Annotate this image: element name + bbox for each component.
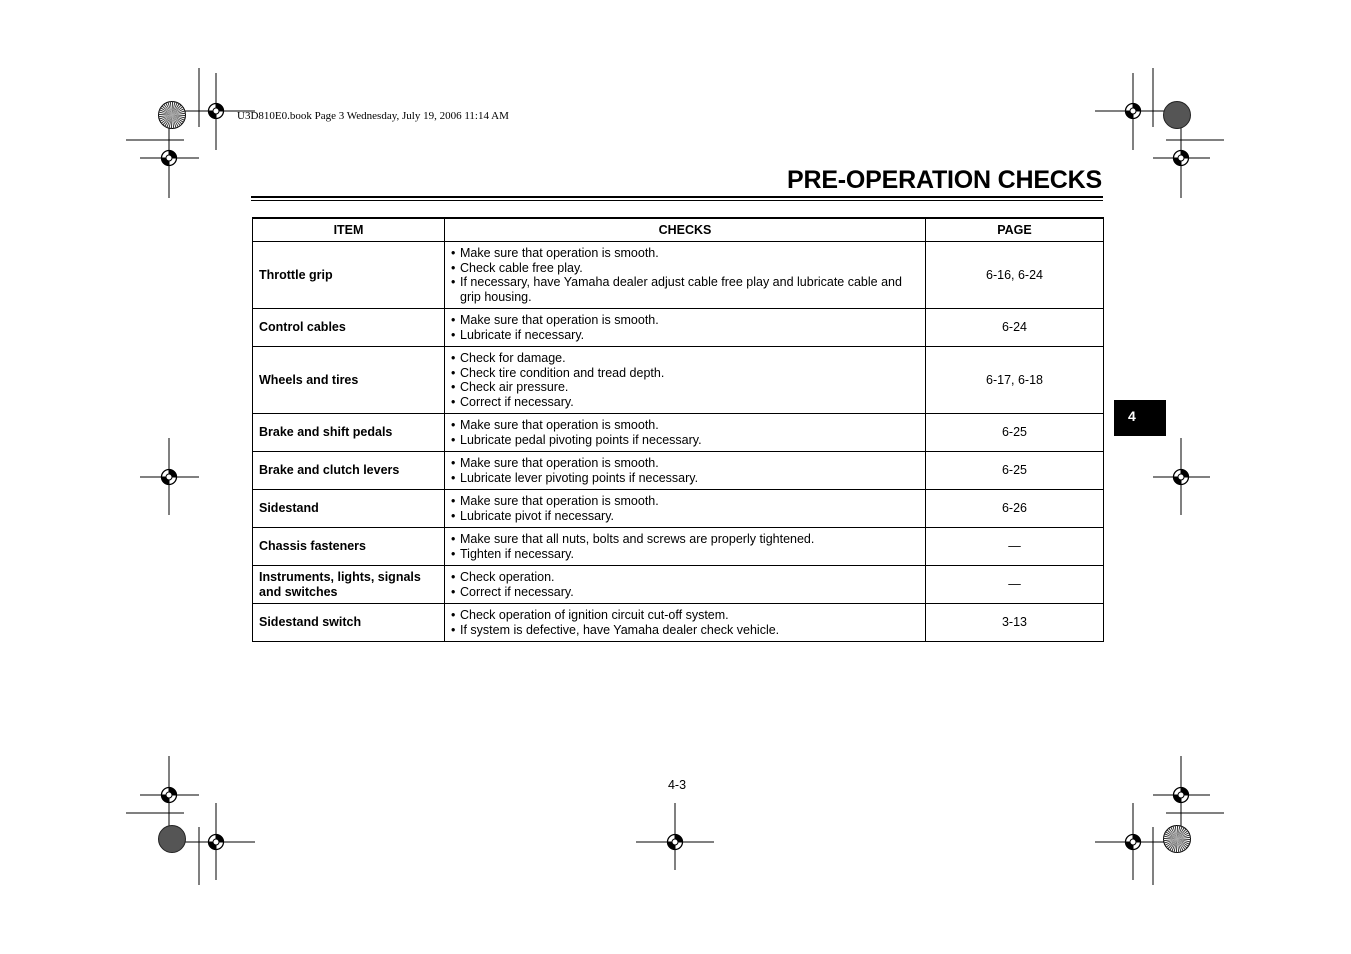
page-number: 4-3 (667, 778, 687, 792)
check-item: • Lubricate lever pivoting points if necessary. (451, 471, 919, 486)
crosshair-registration-icon (1153, 756, 1210, 833)
item-cell: Sidestand switch (253, 604, 445, 642)
item-cell: Brake and shift pedals (253, 414, 445, 452)
check-item: • Lubricate pedal pivoting points if necessary. (451, 433, 919, 448)
item-cell: Sidestand (253, 490, 445, 528)
check-item: • Make sure that operation is smooth. (451, 313, 919, 328)
check-item: • If necessary, have Yamaha dealer adjust cable free play and lubricate cable and grip housing. (451, 275, 919, 304)
radial-print-target-icon (1164, 102, 1191, 129)
page-ref-cell: 3-13 (926, 604, 1104, 642)
check-item: • Make sure that operation is smooth. (451, 456, 919, 471)
check-item: • Make sure that operation is smooth. (451, 418, 919, 433)
check-item: • Check operation of ignition circuit cut-off system. (451, 608, 919, 623)
page-ref-cell: 6-25 (926, 452, 1104, 490)
check-item: • Check cable free play. (451, 261, 919, 276)
page-ref-cell: 6-26 (926, 490, 1104, 528)
page-title: PRE-OPERATION CHECKS (786, 166, 1102, 194)
item-cell: Instruments, lights, signals and switches (253, 566, 445, 604)
page-ref-cell: — (926, 528, 1104, 566)
check-item: • Lubricate if necessary. (451, 328, 919, 343)
crosshair-registration-icon (636, 803, 714, 870)
column-header-page: PAGE (926, 218, 1104, 242)
page-ref-cell: — (926, 566, 1104, 604)
item-cell: Control cables (253, 309, 445, 347)
check-item: • Check air pressure. (451, 380, 919, 395)
check-item: • Correct if necessary. (451, 585, 919, 600)
check-item: • Tighten if necessary. (451, 547, 919, 562)
check-item: • Make sure that all nuts, bolts and screws are properly tightened. (451, 532, 919, 547)
crosshair-registration-icon (177, 73, 255, 150)
item-cell: Wheels and tires (253, 347, 445, 414)
page-ref-cell: 6-25 (926, 414, 1104, 452)
check-item: • Check tire condition and tread depth. (451, 366, 919, 381)
page-ref-cell: 6-16, 6-24 (926, 242, 1104, 309)
check-item: • Check operation. (451, 570, 919, 585)
column-header-item: ITEM (253, 218, 445, 242)
check-item: • Correct if necessary. (451, 395, 919, 410)
file-info: U3D810E0.book Page 3 Wednesday, July 19, 2006 11:14 AM (237, 110, 509, 122)
column-header-checks: CHECKS (445, 218, 926, 242)
chapter-tab: 4 (1114, 400, 1166, 436)
check-item: • Lubricate pivot if necessary. (451, 509, 919, 524)
radial-print-target-icon (1164, 826, 1191, 853)
item-cell: Chassis fasteners (253, 528, 445, 566)
item-cell: Throttle grip (253, 242, 445, 309)
crosshair-registration-icon (1153, 120, 1210, 198)
radial-print-target-icon (159, 826, 186, 853)
crosshair-registration-icon (140, 438, 199, 515)
check-item: • Make sure that operation is smooth. (451, 246, 919, 261)
check-item: • Check for damage. (451, 351, 919, 366)
crosshair-registration-icon (1153, 438, 1210, 515)
page-ref-cell: 6-24 (926, 309, 1104, 347)
check-item: • If system is defective, have Yamaha dealer check vehicle. (451, 623, 919, 638)
check-item: • Make sure that operation is smooth. (451, 494, 919, 509)
page-ref-cell: 6-17, 6-18 (926, 347, 1104, 414)
crosshair-registration-icon (140, 756, 199, 833)
crosshair-registration-icon (1095, 803, 1172, 880)
crosshair-registration-icon (140, 120, 199, 198)
item-cell: Brake and clutch levers (253, 452, 445, 490)
radial-print-target-icon (159, 102, 186, 129)
crosshair-registration-icon (177, 803, 255, 880)
crosshair-registration-icon (1095, 73, 1172, 150)
